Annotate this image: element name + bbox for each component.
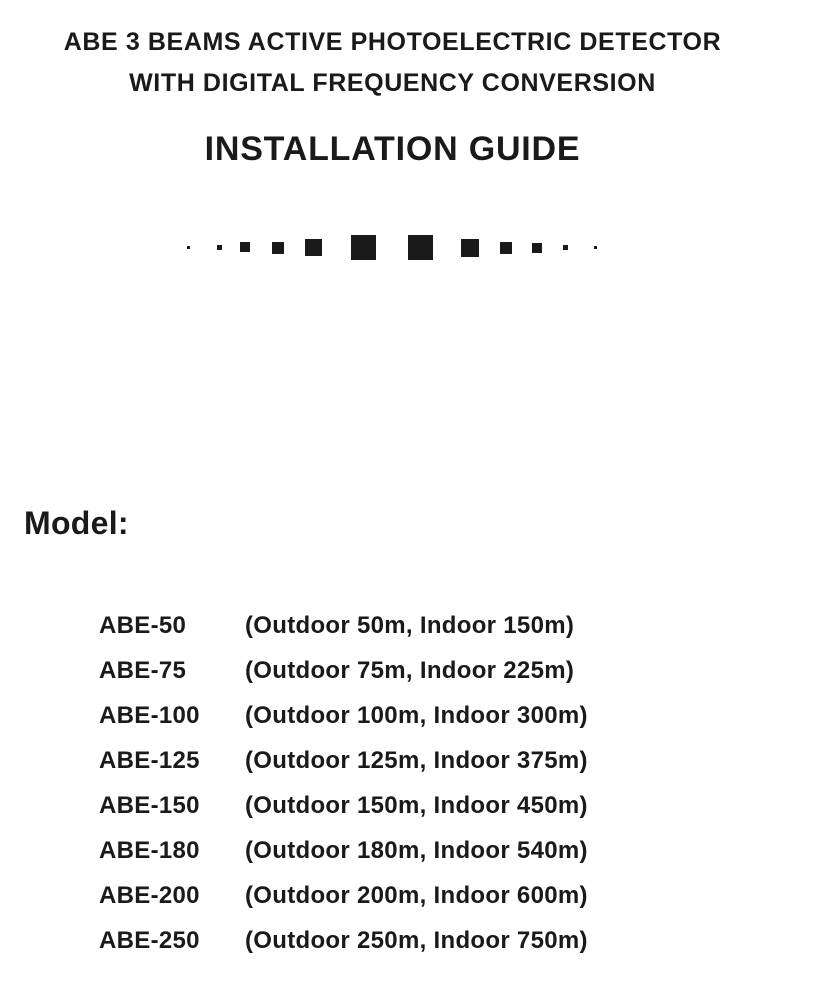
model-name: ABE-180: [99, 837, 200, 864]
document-title-line-2: WITH DIGITAL FREQUENCY CONVERSION: [129, 69, 656, 97]
model-range: (Outdoor 125m, Indoor 375m): [245, 747, 588, 774]
model-heading: Model:: [24, 505, 129, 541]
model-row-abe-50: [99, 608, 588, 653]
divider-square: [240, 242, 250, 252]
model-range: (Outdoor 50m, Indoor 150m): [245, 612, 575, 639]
divider-square: [594, 246, 597, 249]
model-name: ABE-150: [99, 792, 200, 819]
model-row-abe-200: [99, 878, 588, 923]
model-name: ABE-100: [99, 702, 200, 729]
divider-square: [500, 242, 512, 254]
model-list: [99, 608, 588, 968]
divider-square: [305, 239, 322, 256]
model-range: (Outdoor 180m, Indoor 540m): [245, 837, 588, 864]
model-range: (Outdoor 250m, Indoor 750m): [245, 927, 588, 954]
installation-guide-heading: INSTALLATION GUIDE: [204, 130, 581, 168]
model-row-abe-180: [99, 833, 588, 878]
divider-square: [351, 235, 376, 260]
model-range: (Outdoor 75m, Indoor 225m): [245, 657, 575, 684]
model-name: ABE-125: [99, 747, 200, 774]
divider-square: [563, 245, 568, 250]
model-name: ABE-75: [99, 657, 187, 684]
divider-square: [532, 243, 542, 253]
divider-square: [461, 239, 479, 257]
model-name: ABE-250: [99, 927, 200, 954]
document-title-line-1: ABE 3 BEAMS ACTIVE PHOTOELECTRIC DETECTOR: [63, 28, 722, 56]
model-range: (Outdoor 150m, Indoor 450m): [245, 792, 588, 819]
divider-square: [272, 242, 284, 254]
divider-square: [217, 245, 222, 250]
model-name: ABE-200: [99, 882, 200, 909]
model-range: (Outdoor 200m, Indoor 600m): [245, 882, 588, 909]
model-name: ABE-50: [99, 612, 187, 639]
divider-square: [187, 246, 190, 249]
model-row-abe-75: [99, 653, 588, 698]
model-row-abe-125: [99, 743, 588, 788]
model-row-abe-150: [99, 788, 588, 833]
model-range: (Outdoor 100m, Indoor 300m): [245, 702, 588, 729]
model-row-abe-100: [99, 698, 588, 743]
decorative-square-divider: [0, 225, 821, 275]
divider-square: [408, 235, 433, 260]
model-row-abe-250: [99, 923, 588, 968]
